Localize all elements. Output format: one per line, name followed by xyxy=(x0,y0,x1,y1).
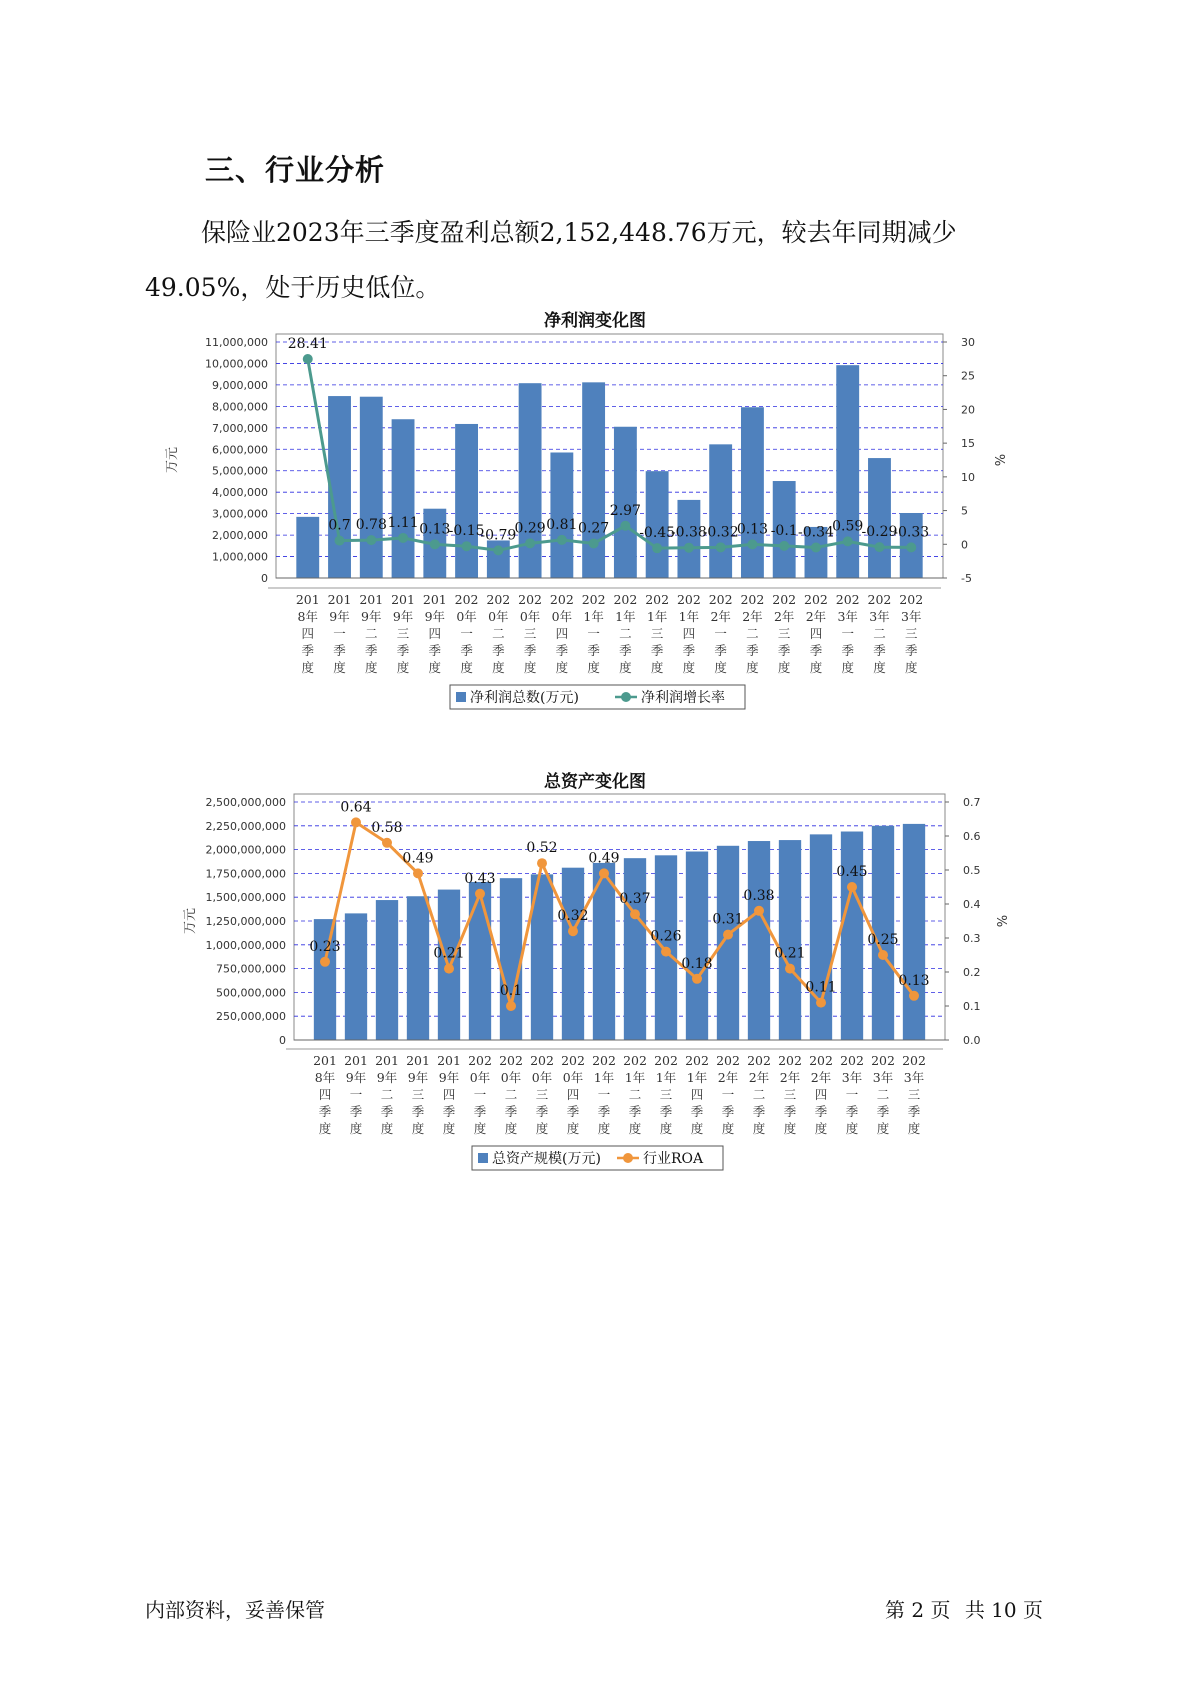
category-label: 202 0年一季度 xyxy=(454,592,479,675)
y-tick-label: 9,000,000 xyxy=(212,378,268,392)
data-label: 0.31 xyxy=(712,911,744,928)
category-label: 202 2年三季度 xyxy=(778,1053,802,1136)
bar xyxy=(810,834,832,1040)
category-label: 202 1年三季度 xyxy=(654,1053,678,1136)
category-label: 201 9年一季度 xyxy=(327,592,352,675)
line-point xyxy=(878,950,888,960)
category-label: 201 8年四季度 xyxy=(313,1053,337,1136)
data-label: 0.58 xyxy=(371,819,403,836)
bar xyxy=(376,900,398,1040)
line-point xyxy=(843,536,853,546)
y-tick-label: 2,500,000,000 xyxy=(205,796,286,809)
data-label: 1.11 xyxy=(387,514,419,531)
data-label: 2.97 xyxy=(609,502,641,519)
bar xyxy=(903,824,925,1040)
y-tick-label: 4,000,000 xyxy=(212,486,268,500)
data-label: 0.13 xyxy=(419,521,451,538)
data-label: 0.78 xyxy=(355,517,387,534)
data-label: 0.13 xyxy=(898,972,930,989)
y2-tick-label: 20 xyxy=(961,403,975,417)
category-label: 202 1年四季度 xyxy=(676,592,701,675)
data-label: 0.26 xyxy=(650,928,682,945)
category-label: 201 9年四季度 xyxy=(422,592,447,675)
data-label: 0.29 xyxy=(514,520,546,537)
line-point xyxy=(537,858,547,868)
legend-line-label: 净利润增长率 xyxy=(641,690,725,706)
y-tick-label: 0 xyxy=(279,1034,286,1047)
category-label: 202 0年四季度 xyxy=(561,1053,585,1136)
data-label: -0.32 xyxy=(702,524,739,541)
category-label: 202 3年一季度 xyxy=(840,1053,864,1136)
bar xyxy=(748,841,770,1040)
legend-line-marker xyxy=(621,692,631,702)
chart-title: 净利润变化图 xyxy=(544,311,646,331)
line-point xyxy=(874,542,884,552)
y2-tick-label: 0.4 xyxy=(963,898,981,911)
category-label: 202 0年三季度 xyxy=(518,592,543,675)
category-label: 202 3年二季度 xyxy=(867,592,892,675)
y2-tick-label: 0 xyxy=(961,538,968,552)
line-point xyxy=(506,1001,516,1011)
y-tick-label: 2,250,000,000 xyxy=(205,819,286,833)
line-point xyxy=(568,926,578,936)
category-label: 202 2年一季度 xyxy=(716,1053,740,1136)
bar xyxy=(360,397,383,578)
y-tick-label: 2,000,000 xyxy=(212,529,268,543)
summary-line-2: 49.05%，处于历史低位。 xyxy=(145,273,441,302)
y2-axis-title: % xyxy=(991,453,1006,467)
bar xyxy=(469,882,491,1040)
chart-title: 总资产变化图 xyxy=(544,772,646,792)
footer-page-number: 第 2 页 xyxy=(885,1598,951,1622)
y-tick-label: 0 xyxy=(261,572,268,585)
line-point xyxy=(811,542,821,552)
category-label: 202 1年三季度 xyxy=(645,592,670,675)
category-label: 201 9年二季度 xyxy=(375,1053,399,1136)
data-label: 0.21 xyxy=(774,945,806,962)
bar xyxy=(717,846,739,1040)
category-label: 201 9年四季度 xyxy=(437,1053,461,1136)
y-tick-label: 1,750,000,000 xyxy=(205,867,286,881)
bar xyxy=(741,407,764,578)
bar xyxy=(841,832,863,1040)
category-label: 201 9年三季度 xyxy=(391,592,415,675)
data-label: 0.11 xyxy=(805,979,837,996)
legend-line-label: 行业ROA xyxy=(643,1151,704,1167)
data-label: 0.21 xyxy=(433,945,465,962)
footer-page-info xyxy=(885,1594,1051,1623)
category-label: 202 0年二季度 xyxy=(486,592,511,675)
footer-page-total: 共 10 页 xyxy=(964,1598,1043,1622)
line-point xyxy=(589,538,599,548)
bar xyxy=(455,424,478,578)
line-point xyxy=(557,535,567,545)
bar xyxy=(709,444,732,578)
category-label: 201 9年二季度 xyxy=(359,592,384,675)
summary-paragraph xyxy=(145,205,1025,315)
data-label: -0.29 xyxy=(861,524,898,541)
y-tick-label: 1,500,000,000 xyxy=(205,891,286,905)
y-tick-label: 750,000,000 xyxy=(216,962,286,976)
summary-line-1: 保险业2023年三季度盈利总额2,152,448.76万元，较去年同期减少 xyxy=(201,218,957,247)
line-point xyxy=(630,909,640,919)
data-label: 0.43 xyxy=(464,870,496,887)
bar xyxy=(779,840,801,1040)
y2-tick-label: -5 xyxy=(961,572,972,585)
line-point xyxy=(366,535,376,545)
y2-tick-label: 0.6 xyxy=(963,830,981,843)
y2-tick-label: 5 xyxy=(961,504,968,518)
footer-confidential: 内部资料，妥善保管 xyxy=(145,1598,325,1622)
line-point xyxy=(684,543,694,553)
category-label: 201 9年一季度 xyxy=(344,1053,368,1136)
y2-tick-label: 0.3 xyxy=(963,932,981,945)
y2-tick-label: 10 xyxy=(961,470,975,484)
data-label: 0.64 xyxy=(340,799,372,816)
y-tick-label: 10,000,000 xyxy=(205,357,268,371)
legend-bar-label: 净利润总数(万元) xyxy=(470,690,579,706)
category-label: 202 1年一季度 xyxy=(581,592,606,675)
line-point xyxy=(723,930,733,940)
category-label: 202 3年一季度 xyxy=(835,592,860,675)
y-tick-label: 1,250,000,000 xyxy=(205,915,286,928)
y-tick-label: 1,000,000,000 xyxy=(205,938,286,952)
category-label: 202 1年二季度 xyxy=(613,592,638,675)
y2-axis-title: % xyxy=(993,914,1008,928)
y-tick-label: 3,000,000 xyxy=(212,507,268,521)
category-label: 202 3年三季度 xyxy=(902,1053,926,1136)
data-label: 0.49 xyxy=(588,850,620,867)
bar xyxy=(868,458,891,578)
y2-tick-label: 0.2 xyxy=(963,966,981,979)
line-point xyxy=(351,817,361,827)
category-label: 202 2年三季度 xyxy=(772,592,797,675)
total-assets-chart-svg xyxy=(0,765,1191,1245)
category-label: 201 8年四季度 xyxy=(295,592,320,675)
line-point xyxy=(747,539,757,549)
line-point xyxy=(692,974,702,984)
line-point xyxy=(847,882,857,892)
line-point xyxy=(652,543,662,553)
bar xyxy=(314,919,336,1040)
data-label: 0.45 xyxy=(836,864,868,880)
category-label: 202 1年一季度 xyxy=(592,1053,616,1136)
data-label: 0.1 xyxy=(499,983,523,999)
y-tick-label: 6,000,000 xyxy=(212,443,268,457)
y-axis-title: 万元 xyxy=(165,446,180,474)
data-label: -0.79 xyxy=(480,527,517,544)
category-label: 202 0年四季度 xyxy=(549,592,574,675)
category-label: 202 0年三季度 xyxy=(530,1053,554,1136)
net-profit-chart-svg xyxy=(0,300,1191,770)
y-tick-label: 11,000,000 xyxy=(205,336,268,349)
line-point xyxy=(413,868,423,878)
line-point xyxy=(444,964,454,974)
data-label: -0.1 xyxy=(770,522,798,539)
data-label: 0.13 xyxy=(736,521,769,538)
category-label: 202 1年四季度 xyxy=(685,1053,709,1136)
bar xyxy=(562,868,584,1040)
y2-tick-label: 0.0 xyxy=(963,1034,981,1047)
category-label: 202 3年二季度 xyxy=(871,1053,895,1136)
bar xyxy=(686,852,708,1040)
data-label: 0.23 xyxy=(309,938,341,955)
section-heading: 三、行业分析 xyxy=(205,153,386,187)
data-label: 0.18 xyxy=(681,955,713,972)
bar xyxy=(500,878,522,1040)
data-label: 0.7 xyxy=(328,517,351,534)
bar xyxy=(296,517,319,578)
category-label: 202 0年一季度 xyxy=(468,1053,492,1136)
line-point xyxy=(620,521,630,531)
line-point xyxy=(779,541,789,551)
y-tick-label: 2,000,000,000 xyxy=(205,843,286,857)
bar xyxy=(550,452,573,578)
data-label: 0.49 xyxy=(402,850,434,867)
legend-bar-label: 总资产规模(万元) xyxy=(492,1151,601,1167)
data-label: 0.25 xyxy=(867,932,899,948)
category-label: 202 1年二季度 xyxy=(623,1053,647,1136)
legend-bar-swatch xyxy=(456,692,466,702)
line-point xyxy=(909,991,919,1001)
category-label: 202 2年二季度 xyxy=(740,592,765,675)
data-label: 0.81 xyxy=(546,516,578,533)
data-label: -0.33 xyxy=(893,524,930,541)
data-label: -0.15 xyxy=(448,523,485,540)
y-axis-title: 万元 xyxy=(183,907,198,935)
category-label: 202 2年四季度 xyxy=(804,592,828,675)
category-label: 202 2年一季度 xyxy=(708,592,733,675)
data-label: 0.59 xyxy=(832,518,864,535)
data-label: -0.45 xyxy=(639,525,676,542)
y-tick-label: 7,000,000 xyxy=(212,421,268,435)
line-point xyxy=(335,536,345,546)
y2-tick-label: 0.7 xyxy=(963,796,981,809)
y-tick-label: 250,000,000 xyxy=(216,1010,286,1024)
y-tick-label: 5,000,000 xyxy=(212,464,268,478)
bar xyxy=(582,382,605,578)
line-point xyxy=(493,545,503,555)
total-assets-chart xyxy=(0,765,1191,1245)
y-tick-label: 500,000,000 xyxy=(216,986,286,1000)
legend-bar-swatch xyxy=(478,1153,488,1163)
category-label: 201 9年三季度 xyxy=(406,1053,430,1136)
line-point xyxy=(754,906,764,916)
bar xyxy=(392,419,415,578)
data-label: -0.34 xyxy=(797,524,834,541)
category-label: 202 2年四季度 xyxy=(809,1053,833,1136)
data-label: -0.38 xyxy=(670,524,707,541)
line-point xyxy=(599,868,609,878)
y2-tick-label: 0.5 xyxy=(963,864,981,877)
data-label: 0.37 xyxy=(619,891,651,908)
y-tick-label: 1,000,000 xyxy=(212,550,268,564)
bar xyxy=(407,896,429,1040)
category-label: 202 3年三季度 xyxy=(899,592,924,675)
y2-tick-label: 15 xyxy=(961,437,975,451)
data-label: 0.27 xyxy=(578,520,610,537)
line-point xyxy=(382,838,392,848)
category-label: 202 0年二季度 xyxy=(499,1053,523,1136)
data-label: 28.41 xyxy=(287,335,328,352)
line-point xyxy=(525,538,535,548)
line-point xyxy=(430,539,440,549)
line-point xyxy=(785,964,795,974)
y-tick-label: 8,000,000 xyxy=(212,400,268,414)
category-label: 202 2年二季度 xyxy=(747,1053,771,1136)
bar xyxy=(345,913,367,1040)
y2-tick-label: 25 xyxy=(961,369,975,383)
legend-line-marker xyxy=(623,1153,633,1163)
data-label: 0.32 xyxy=(557,908,589,925)
line-point xyxy=(398,533,408,543)
line-point xyxy=(906,542,916,552)
line-point xyxy=(320,957,330,967)
line-point xyxy=(462,541,472,551)
data-label: 0.38 xyxy=(743,887,775,904)
net-profit-chart xyxy=(0,300,1191,770)
line-point xyxy=(303,354,313,364)
line-point xyxy=(661,947,671,957)
bar xyxy=(624,858,646,1040)
data-label: 0.52 xyxy=(526,840,558,857)
y2-tick-label: 0.1 xyxy=(963,1000,981,1013)
bar xyxy=(519,383,542,578)
line-point xyxy=(716,542,726,552)
line-point xyxy=(816,998,826,1008)
line-point xyxy=(475,889,485,899)
y2-tick-label: 30 xyxy=(961,336,975,349)
